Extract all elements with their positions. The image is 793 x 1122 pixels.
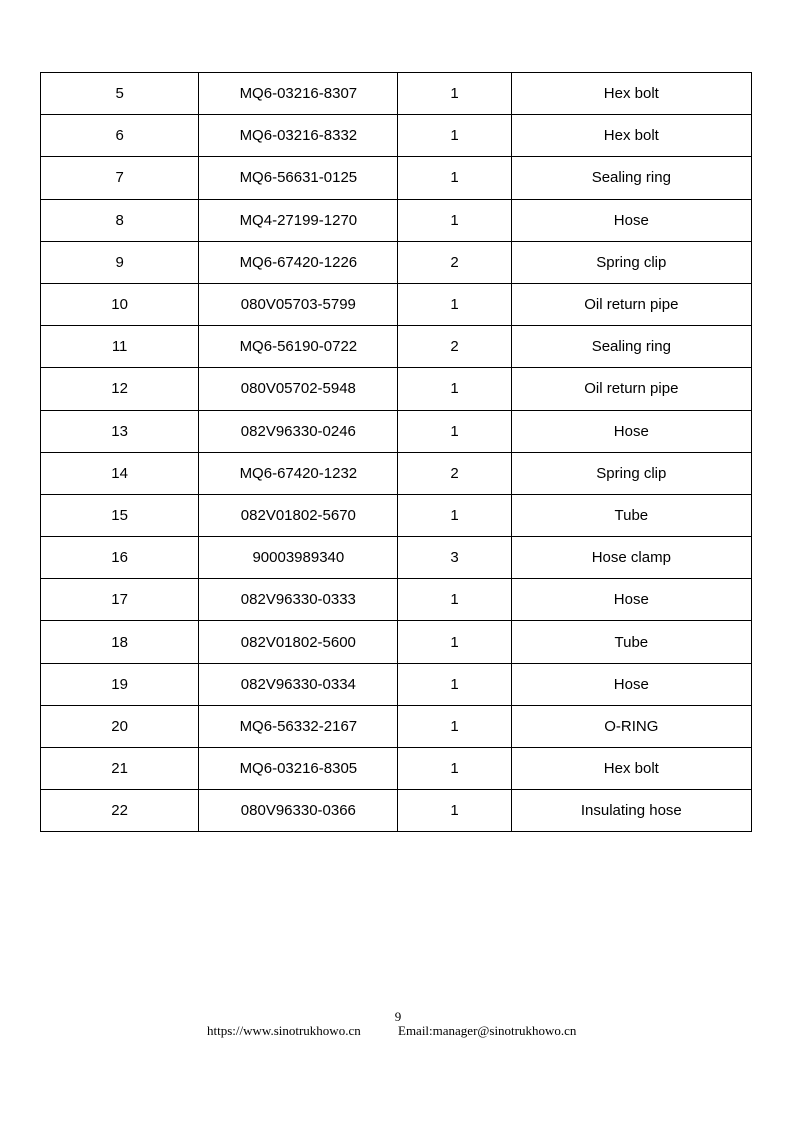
- part-number-cell: MQ6-03216-8307: [199, 73, 398, 115]
- part-name-cell: Oil return pipe: [511, 368, 751, 410]
- item-number-cell: 18: [41, 621, 199, 663]
- table-row: [41, 663, 752, 705]
- table-row: [41, 326, 752, 368]
- quantity-cell: 2: [398, 326, 511, 368]
- part-name-cell: Hose clamp: [511, 537, 751, 579]
- item-number-cell: 13: [41, 410, 199, 452]
- table-row: [41, 115, 752, 157]
- part-number-cell: MQ6-56190-0722: [199, 326, 398, 368]
- item-number-cell: 17: [41, 579, 199, 621]
- quantity-cell: 1: [398, 199, 511, 241]
- table-row: [41, 157, 752, 199]
- table-row: [41, 705, 752, 747]
- quantity-cell: 1: [398, 73, 511, 115]
- part-number-cell: MQ4-27199-1270: [199, 199, 398, 241]
- part-number-cell: MQ6-03216-8332: [199, 115, 398, 157]
- quantity-cell: 3: [398, 537, 511, 579]
- parts-table: [40, 72, 752, 832]
- part-number-cell: 080V05702-5948: [199, 368, 398, 410]
- table-row: [41, 748, 752, 790]
- quantity-cell: 2: [398, 452, 511, 494]
- quantity-cell: 1: [398, 663, 511, 705]
- part-number-cell: 082V96330-0333: [199, 579, 398, 621]
- item-number-cell: 20: [41, 705, 199, 747]
- table-row: [41, 283, 752, 325]
- part-number-cell: 082V01802-5670: [199, 494, 398, 536]
- part-name-cell: Sealing ring: [511, 157, 751, 199]
- table-row: [41, 368, 752, 410]
- part-number-cell: 082V96330-0246: [199, 410, 398, 452]
- quantity-cell: 1: [398, 621, 511, 663]
- item-number-cell: 22: [41, 790, 199, 832]
- item-number-cell: 5: [41, 73, 199, 115]
- item-number-cell: 7: [41, 157, 199, 199]
- table-row: [41, 621, 752, 663]
- part-name-cell: Sealing ring: [511, 326, 751, 368]
- table-row: [41, 537, 752, 579]
- quantity-cell: 1: [398, 494, 511, 536]
- part-number-cell: 080V05703-5799: [199, 283, 398, 325]
- quantity-cell: 1: [398, 157, 511, 199]
- item-number-cell: 8: [41, 199, 199, 241]
- item-number-cell: 6: [41, 115, 199, 157]
- part-name-cell: Hose: [511, 199, 751, 241]
- table-row: [41, 579, 752, 621]
- part-number-cell: MQ6-67420-1232: [199, 452, 398, 494]
- item-number-cell: 16: [41, 537, 199, 579]
- item-number-cell: 12: [41, 368, 199, 410]
- quantity-cell: 2: [398, 241, 511, 283]
- part-number-cell: 080V96330-0366: [199, 790, 398, 832]
- item-number-cell: 15: [41, 494, 199, 536]
- part-number-cell: 082V96330-0334: [199, 663, 398, 705]
- page-number: 9: [394, 1009, 402, 1024]
- part-name-cell: Hex bolt: [511, 115, 751, 157]
- quantity-cell: 1: [398, 283, 511, 325]
- part-name-cell: Hose: [511, 663, 751, 705]
- item-number-cell: 9: [41, 241, 199, 283]
- footer-website-link[interactable]: https://www.sinotrukhowo.cn: [207, 1023, 361, 1038]
- part-name-cell: Oil return pipe: [511, 283, 751, 325]
- part-name-cell: Spring clip: [511, 452, 751, 494]
- item-number-cell: 14: [41, 452, 199, 494]
- part-name-cell: Hex bolt: [511, 73, 751, 115]
- part-name-cell: Hose: [511, 579, 751, 621]
- quantity-cell: 1: [398, 790, 511, 832]
- item-number-cell: 19: [41, 663, 199, 705]
- part-name-cell: Spring clip: [511, 241, 751, 283]
- item-number-cell: 10: [41, 283, 199, 325]
- quantity-cell: 1: [398, 705, 511, 747]
- table-row: [41, 73, 752, 115]
- parts-table-body: [41, 73, 752, 832]
- part-number-cell: MQ6-56631-0125: [199, 157, 398, 199]
- table-row: [41, 452, 752, 494]
- table-row: [41, 199, 752, 241]
- quantity-cell: 1: [398, 410, 511, 452]
- item-number-cell: 21: [41, 748, 199, 790]
- quantity-cell: 1: [398, 368, 511, 410]
- part-name-cell: Tube: [511, 494, 751, 536]
- part-number-cell: 082V01802-5600: [199, 621, 398, 663]
- table-row: [41, 241, 752, 283]
- part-name-cell: Insulating hose: [511, 790, 751, 832]
- part-name-cell: Tube: [511, 621, 751, 663]
- table-row: [41, 494, 752, 536]
- table-row: [41, 790, 752, 832]
- footer-email-link[interactable]: Email:manager@sinotrukhowo.cn: [398, 1023, 577, 1038]
- part-number-cell: MQ6-67420-1226: [199, 241, 398, 283]
- part-number-cell: MQ6-03216-8305: [199, 748, 398, 790]
- quantity-cell: 1: [398, 748, 511, 790]
- part-number-cell: MQ6-56332-2167: [199, 705, 398, 747]
- part-name-cell: O-RING: [511, 705, 751, 747]
- part-number-cell: 90003989340: [199, 537, 398, 579]
- quantity-cell: 1: [398, 115, 511, 157]
- item-number-cell: 11: [41, 326, 199, 368]
- part-name-cell: Hose: [511, 410, 751, 452]
- part-name-cell: Hex bolt: [511, 748, 751, 790]
- table-row: [41, 410, 752, 452]
- quantity-cell: 1: [398, 579, 511, 621]
